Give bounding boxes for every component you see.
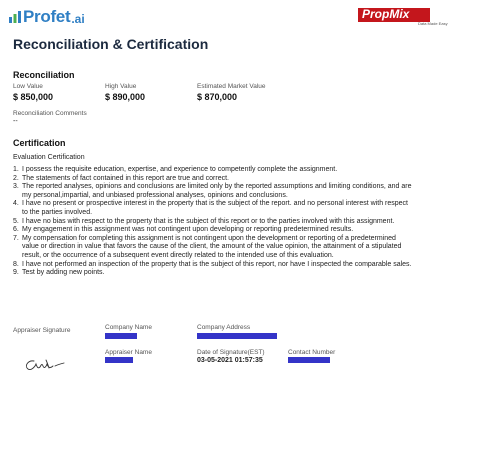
certification-item [13, 269, 413, 278]
evaluation-certification-subtitle: Evaluation Certification [13, 154, 85, 161]
item-text: I have no present or prospective interest in the property that is the subject of the report. and no personal interest with respect to the parties involved. [22, 200, 408, 216]
item-number: 8. [13, 260, 19, 268]
company-address-redacted [197, 333, 277, 339]
certification-item [13, 235, 413, 261]
header-bar [0, 0, 480, 30]
high-value: $ 890,000 [105, 92, 146, 102]
high-value-label: High Value [105, 83, 137, 90]
date-of-signature-value: 03-05-2021 01:57:35 [197, 357, 263, 364]
company-name-redacted [105, 333, 137, 339]
item-text: I have no bias with respect to the property that is the subject of this report or to the parties involved with this assignment. [22, 217, 395, 225]
certification-item [13, 218, 413, 227]
brand-suffix: .ai [71, 11, 85, 26]
certification-list [13, 166, 413, 278]
reconciliation-heading: Reconciliation [13, 70, 75, 80]
contact-number-redacted [288, 357, 330, 363]
item-number: 5. [13, 217, 19, 225]
item-number: 1. [13, 166, 19, 173]
certification-item [13, 261, 413, 270]
certification-heading: Certification [13, 138, 66, 148]
appraiser-signature-label: Appraiser Signature [13, 327, 71, 334]
date-of-signature-label: Date of Signature(EST) [197, 349, 265, 356]
page-title: Reconciliation & Certification [13, 36, 209, 52]
certification-item [13, 200, 413, 217]
appraiser-name-label: Appraiser Name [105, 349, 152, 356]
item-number: 3. [13, 183, 19, 191]
item-number: 7. [13, 234, 19, 242]
profet-logo[interactable] [8, 7, 85, 27]
item-text: My engagement in this assignment was not contingent upon developing or reporting predetermined results. [22, 226, 354, 234]
low-value: $ 850,000 [13, 92, 54, 102]
certification-item [13, 226, 413, 235]
bar-chart-logo-icon [8, 10, 22, 24]
certification-item [13, 175, 413, 184]
propmix-logo [358, 6, 458, 28]
certification-item [13, 166, 413, 175]
propmix-logo-text: PropMix [362, 7, 410, 21]
item-number: 2. [13, 174, 19, 182]
market-value: $ 870,000 [197, 92, 238, 102]
item-text: I possess the requisite education, expertise, and experience to competently complete the assignment. [22, 166, 338, 173]
item-text: My compensation for completing this assignment is not contingent upon the development or reporting of a predetermined value or direction in value that favors the cause of the client, the amount of the value opinion, the attainment of a stipulated result, or the occurrence of a subsequent event directly related to the intended use of this evaluation. [22, 234, 402, 259]
company-name-label: Company Name [105, 324, 152, 331]
item-text: Test by adding new points. [22, 269, 105, 277]
appraiser-name-redacted [105, 357, 133, 363]
reconciliation-comments-label: Reconciliation Comments [13, 110, 87, 117]
item-text: The reported analyses, opinions and conclusions are limited only by the reported assumptions and limiting conditions, and are my personal,impartial, and unbiased professional analyses, opinions and conclusions. [22, 183, 412, 199]
reconciliation-comments-value: -- [13, 118, 18, 125]
item-number: 4. [13, 200, 19, 208]
company-address-label: Company Address [197, 324, 251, 331]
brand-name: Profet [23, 7, 71, 26]
item-number: 6. [13, 226, 19, 234]
certification-item [13, 183, 413, 200]
market-value-label: Estimated Market Value [197, 83, 266, 90]
item-number: 9. [13, 269, 19, 277]
appraiser-signature-image [22, 352, 66, 374]
item-text: The statements of fact contained in this report are true and correct. [22, 174, 229, 182]
propmix-tagline: Data Made Easy [418, 21, 448, 26]
item-text: I have not performed an inspection of the property that is the subject of this report, nor have I inspected the comparable sales. [22, 260, 412, 268]
contact-number-label: Contact Number [288, 349, 336, 356]
low-value-label: Low Value [13, 83, 43, 90]
